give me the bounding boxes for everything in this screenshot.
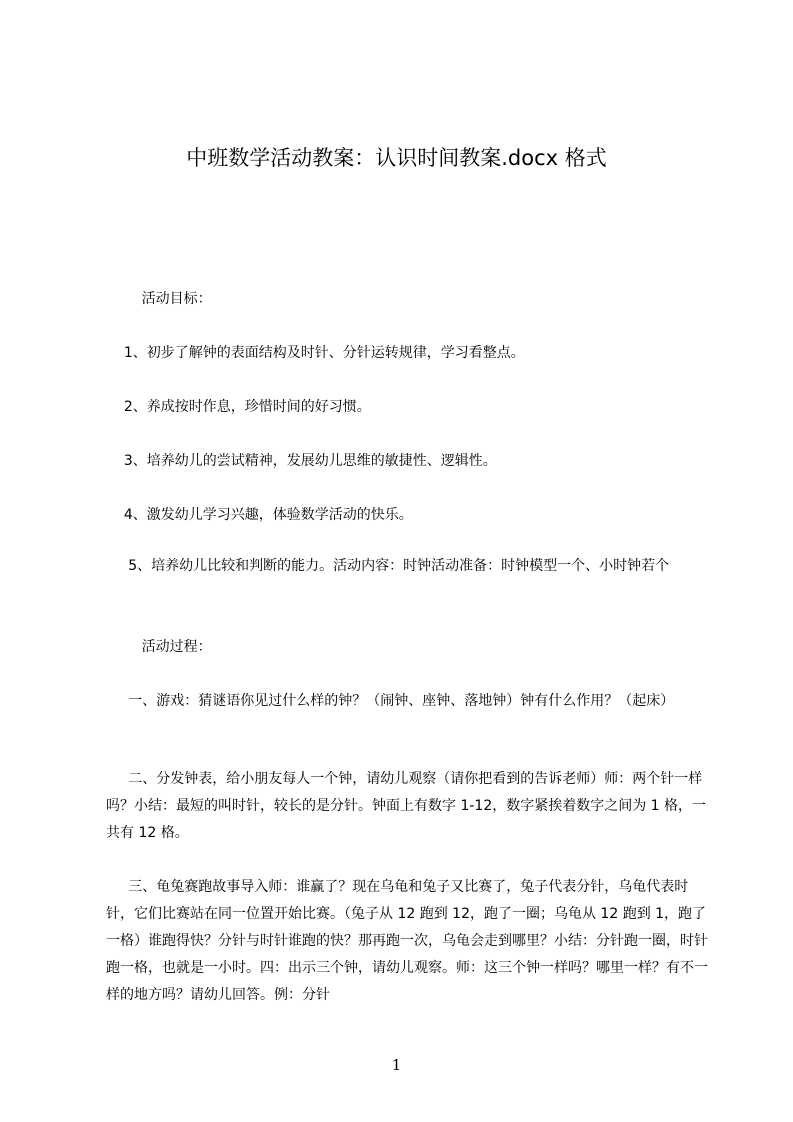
paragraph-goal-1: 1、初步了解钟的表面结构及时针、分针运转规律，学习看整点。 bbox=[106, 345, 525, 361]
paragraph-step-3: 三、龟兔赛跑故事导入师：谁赢了？现在乌龟和兔子又比赛了，兔子代表分针，乌龟代表时针，它们比赛站在同一位置开始比赛。（兔子从 12 跑到 12，跑了一圈；乌龟从 12 跑到 1，跑了一格）谁跑得快？分针与时针谁跑的快？那再跑一次，乌龟会走到哪里？小结：分针跑一圈，时针跑一格，也就是一小时。四：出示三个钟，请幼儿观察。师：这三个钟一样吗？哪里一样？有不一样的地方吗？请幼儿回答。例：分针 bbox=[106, 879, 708, 1003]
paragraph-step-1: 一、游戏：猜谜语你见过什么样的钟？（闹钟、座钟、落地钟）钟有什么作用？（起床） bbox=[106, 693, 675, 709]
paragraph-activity-goals-heading: 活动目标： bbox=[106, 291, 212, 307]
paragraph-goal-5: 5、培养幼儿比较和判断的能力。活动内容：时钟活动准备：时钟模型一个、小时钟若个 bbox=[106, 558, 670, 574]
page-number: 1 bbox=[391, 1056, 402, 1074]
paragraph-step-2: 二、分发钟表，给小朋友每人一个钟，请幼儿观察（请你把看到的告诉老师）师：两个针一样吗？小结：最短的叫时针，较长的是分针。钟面上有数字 1-12，数字紧挨着数字之间为 1 格，一共有 12 格。 bbox=[106, 771, 707, 841]
document-title: 中班数学活动教案：认识时间教案.docx 格式 bbox=[186, 146, 607, 170]
paragraph-goal-3: 3、培养幼儿的尝试精神，发展幼儿思维的敏捷性、逻辑性。 bbox=[106, 453, 497, 469]
paragraph-goal-4: 4、激发幼儿学习兴趣，体验数学活动的快乐。 bbox=[106, 507, 413, 523]
paragraph-process-heading: 活动过程： bbox=[106, 639, 212, 655]
paragraph-goal-2: 2、养成按时作息，珍惜时间的好习惯。 bbox=[106, 399, 371, 415]
